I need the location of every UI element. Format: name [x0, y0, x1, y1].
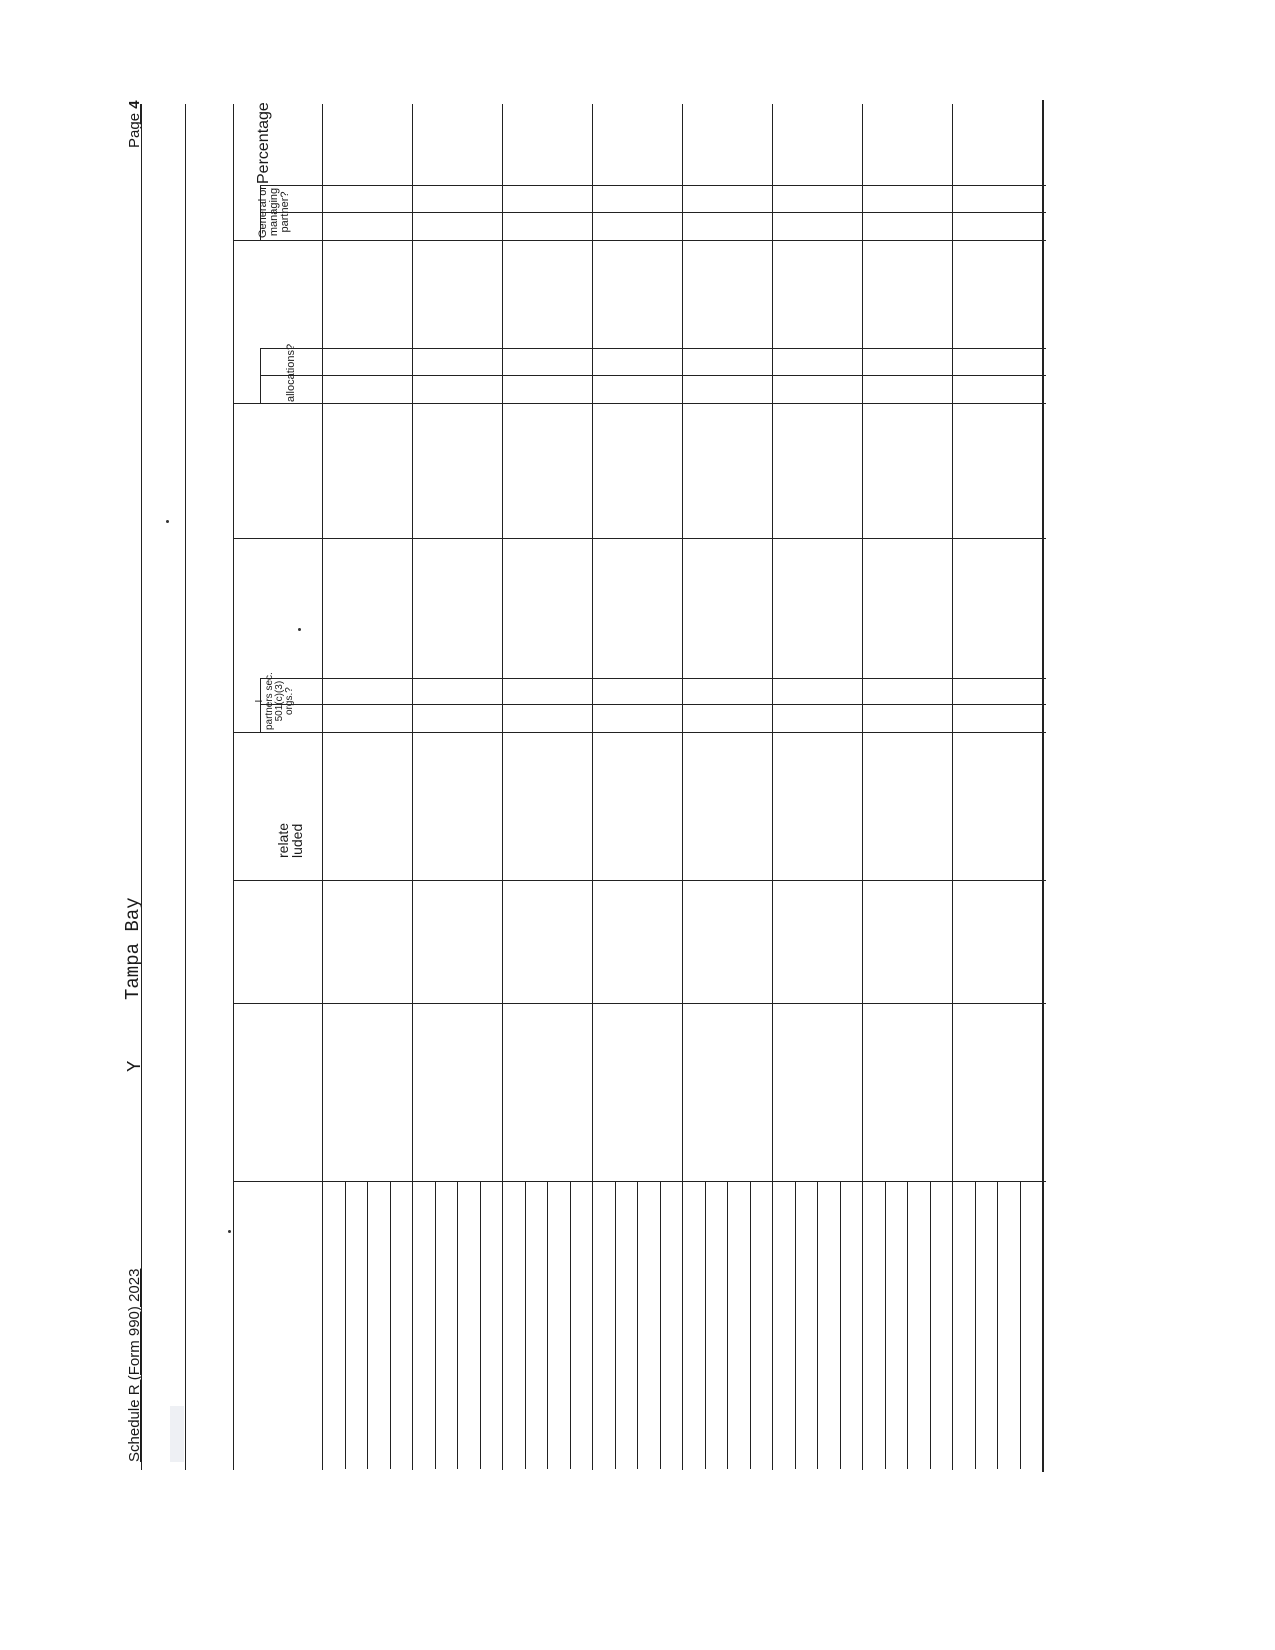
name-subrule	[1020, 1181, 1021, 1469]
name-subrule	[457, 1181, 458, 1469]
org-name-part2: Tampa Bay	[122, 897, 144, 1000]
name-subrule	[435, 1181, 436, 1469]
name-subrule	[885, 1181, 886, 1469]
col-boundary	[233, 1181, 1046, 1182]
org-name-part1: Y	[124, 1060, 146, 1072]
row-rule	[862, 104, 863, 1470]
checkbox-header-rule	[260, 348, 261, 403]
row-rule	[502, 104, 503, 1470]
col-header-partners	[255, 672, 295, 730]
name-subrule	[930, 1181, 931, 1469]
table-left-rule	[233, 104, 234, 1470]
form-title: Schedule R (Form 990) 2023	[126, 1268, 143, 1462]
name-subrule	[727, 1181, 728, 1469]
row-rule	[772, 104, 773, 1470]
general-line2: managing	[268, 187, 280, 237]
col-header-allocations: allocations?	[285, 343, 297, 402]
relate-line1: relate	[275, 822, 291, 858]
name-subrule	[615, 1181, 616, 1469]
partners-line1: I	[254, 699, 265, 703]
col-header-general-partner	[258, 186, 291, 238]
col-boundary	[260, 678, 1046, 679]
col-boundary	[233, 1003, 1046, 1004]
col-header-percentage: Percentage	[255, 102, 272, 184]
header-rule	[141, 104, 142, 1470]
scan-dot	[298, 628, 301, 631]
partners-line3: 501(c)(3)	[274, 680, 285, 722]
scan-dot	[166, 520, 169, 523]
name-subrule	[907, 1181, 908, 1469]
col-boundary	[260, 375, 1046, 376]
col-boundary	[260, 348, 1046, 349]
general-line1: General or	[257, 186, 269, 238]
name-subrule	[570, 1181, 571, 1469]
col-boundary	[233, 880, 1046, 881]
name-subrule	[840, 1181, 841, 1469]
name-subrule	[547, 1181, 548, 1469]
part-rule	[185, 104, 186, 1470]
page-number: 4	[126, 100, 143, 109]
name-subrule	[795, 1181, 796, 1469]
col-boundary	[260, 185, 1046, 186]
name-subrule	[997, 1181, 998, 1469]
name-subrule	[390, 1181, 391, 1469]
name-subrule	[345, 1181, 346, 1469]
name-subrule	[480, 1181, 481, 1469]
stamp-mark	[170, 1406, 184, 1462]
name-subrule	[367, 1181, 368, 1469]
name-subrule	[525, 1181, 526, 1469]
table-right-rule	[1042, 100, 1044, 1472]
name-subrule	[817, 1181, 818, 1469]
scan-dot	[228, 1230, 231, 1233]
relate-line2: luded	[289, 823, 305, 858]
header-rule-top	[140, 104, 142, 124]
row-rule	[592, 104, 593, 1470]
name-subrule	[705, 1181, 706, 1469]
name-subrule	[975, 1181, 976, 1469]
row-rule	[412, 104, 413, 1470]
col-boundary	[233, 732, 1046, 733]
row-rule	[322, 104, 323, 1470]
partners-line4: orgs.?	[284, 687, 295, 715]
col-boundary	[233, 403, 1046, 404]
name-subrule	[750, 1181, 751, 1469]
col-header-relate	[276, 823, 304, 858]
name-subrule	[660, 1181, 661, 1469]
col-boundary	[233, 538, 1046, 539]
row-rule	[952, 104, 953, 1470]
page-label-text: Page	[126, 112, 143, 148]
col-boundary	[233, 240, 1046, 241]
general-line3: partner?	[279, 191, 291, 233]
partners-line2: partners sec.	[264, 672, 275, 730]
row-rule	[682, 104, 683, 1470]
col-boundary	[260, 704, 1046, 705]
name-subrule	[637, 1181, 638, 1469]
col-boundary	[260, 212, 1046, 213]
